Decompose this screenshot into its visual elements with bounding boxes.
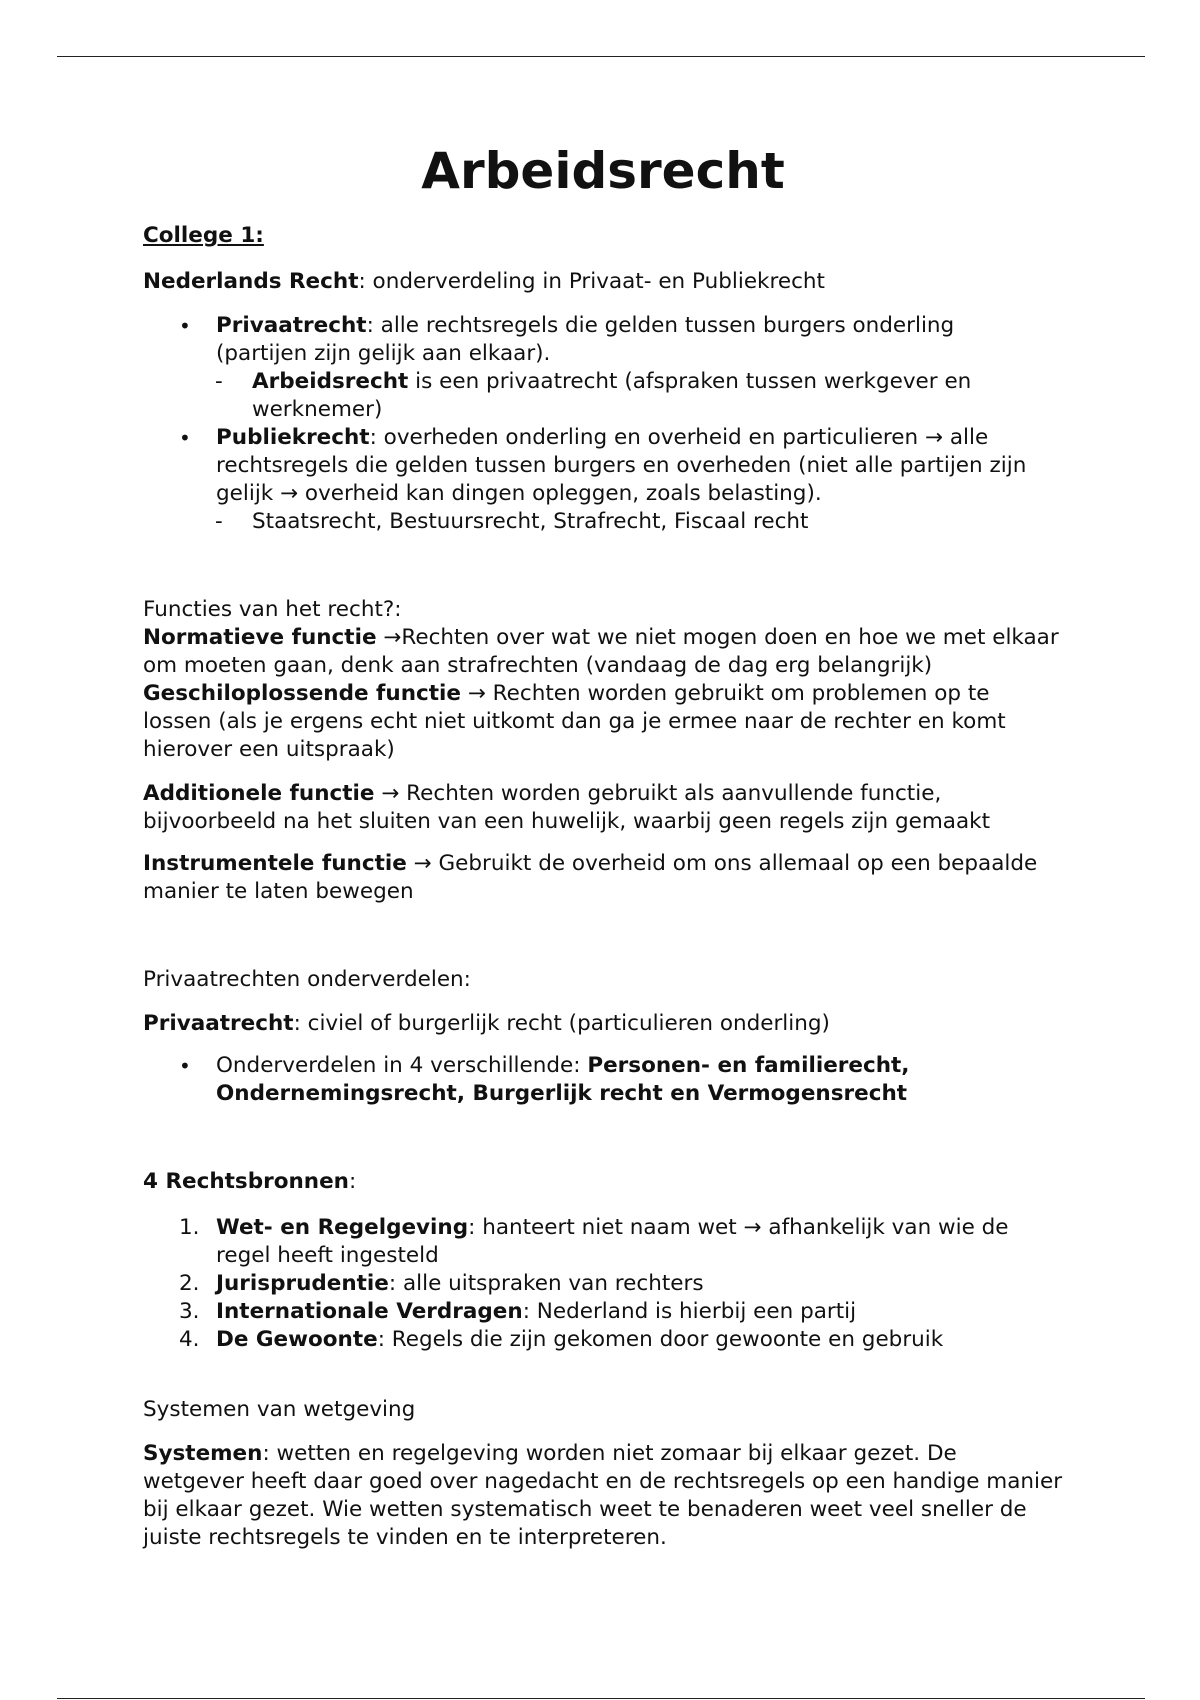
systemen-heading: Systemen van wetgeving bbox=[143, 1397, 416, 1422]
college-heading: College 1: bbox=[143, 223, 264, 248]
bullet-icon: • bbox=[179, 314, 191, 338]
bullet-icon: • bbox=[179, 426, 191, 450]
intro-paragraph: Nederlands Recht: onderverdeling in Privaat- en Publiekrecht bbox=[143, 269, 825, 294]
dash-icon: - bbox=[215, 509, 223, 534]
page-title: Arbeidsrecht bbox=[421, 142, 785, 200]
bullet-icon: • bbox=[179, 1054, 191, 1078]
systemen-paragraph: Systemen: wetten en regelgeving worden niet zomaar bij elkaar gezet. De wetgever heeft daar goed over nagedacht en de rechtsregels op een handige manier bij elkaar gezet. Wie wetten systematisch weet te benaderen weet veel sneller de juiste rechtsregels te vinden en te interpreteren. bbox=[143, 1441, 1063, 1550]
additionele-functie: Additionele functie → Rechten worden gebruikt als aanvullende functie, bijvoorbeeld na het sluiten van een huwelijk, waarbij geen regels zijn gemaakt bbox=[143, 781, 991, 834]
rechtsbronnen-heading: 4 Rechtsbronnen: bbox=[143, 1169, 357, 1194]
geschiloplossende-functie: Geschiloplossende functie → Rechten worden gebruikt om problemen op te lossen (als je ergens echt niet uitkomt dan ga je ermee naar de rechter en komt hierover een uitspraak) bbox=[143, 681, 1006, 762]
normatieve-functie: Normatieve functie →Rechten over wat we niet mogen doen en hoe we met elkaar om moeten gaan, denk aan strafrechten (vandaag de dag erg belangrijk) bbox=[143, 625, 1059, 678]
bottom-rule bbox=[57, 1698, 1145, 1699]
onderverdelen-heading: Privaatrechten onderverdelen: bbox=[143, 967, 471, 992]
top-rule bbox=[57, 56, 1145, 57]
dash-icon: - bbox=[215, 369, 223, 394]
privaatrecht-paragraph: Privaatrecht: civiel of burgerlijk recht (particulieren onderling) bbox=[143, 1011, 830, 1036]
functies-heading: Functies van het recht?: bbox=[143, 597, 402, 622]
instrumentele-functie: Instrumentele functie → Gebruikt de overheid om ons allemaal op een bepaalde manier te laten bewegen bbox=[143, 851, 1038, 904]
